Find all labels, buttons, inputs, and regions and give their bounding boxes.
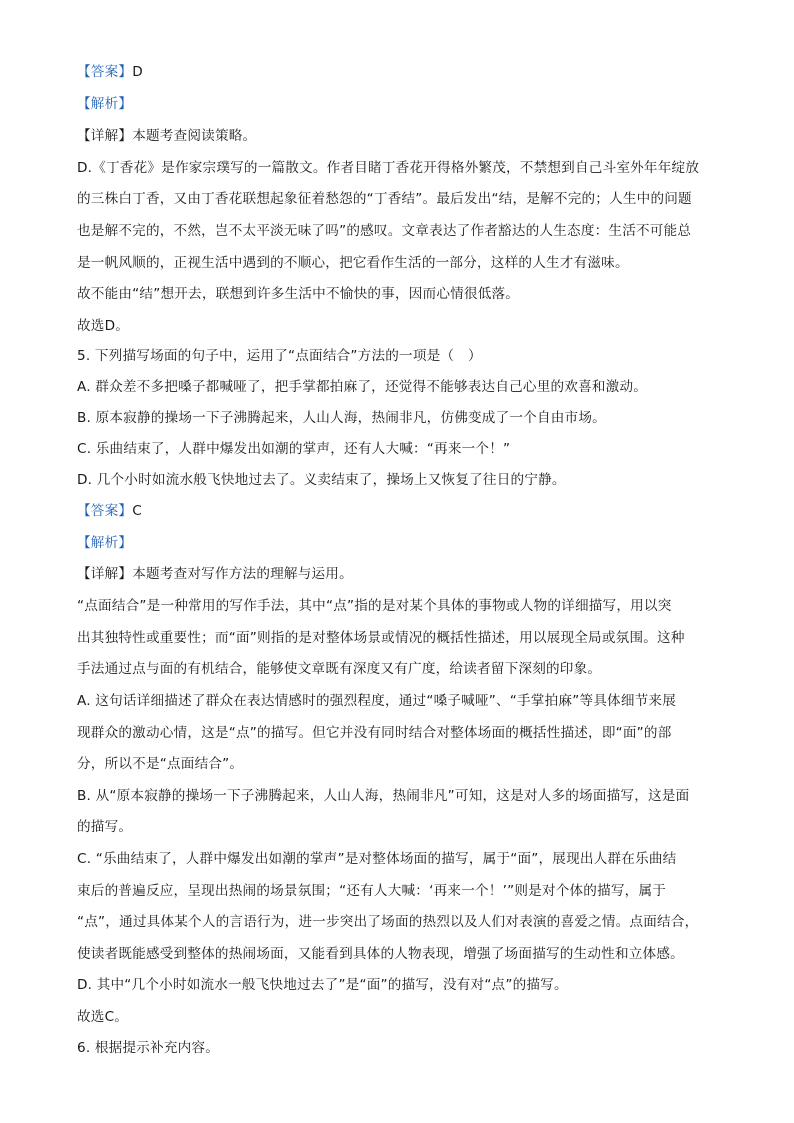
answer-label: 【答案】 bbox=[77, 64, 133, 80]
detail-line bbox=[77, 127, 717, 145]
paragraph-line: 分，所以不是“点面结合”。 bbox=[77, 756, 244, 772]
answer-value: D bbox=[132, 64, 143, 80]
paragraph-line: 是一帆风顺的，正视生活中遇到的不顺心，把它看作生活的一部分，这样的人生才有滋味。 bbox=[77, 255, 629, 271]
paragraph-line: “点”，通过具体某个人的言语行为，进一步突出了场面的热烈以及人们对表演的喜爱之情。点面结合， bbox=[77, 914, 699, 930]
question-stem: 5. 下列描写场面的句子中，运用了“点面结合”方法的一项是（ ） bbox=[77, 348, 482, 364]
answer-label: 【答案】 bbox=[77, 503, 133, 519]
analysis-label: 【解析】 bbox=[77, 96, 133, 112]
paragraph-line: C. “乐曲结束了，人群中爆发出如潮的掌声”是对整体场面的描写，属于“面”，展现出人群在乐曲结 bbox=[77, 851, 677, 867]
paragraph-line: 束后的普遍反应，呈现出热闹的场景氛围；“还有人大喊：‘再来一个！’”则是对个体的描写，属于 bbox=[77, 883, 667, 899]
paragraph-line: 现群众的激动心情，这是“点”的描写。但它并没有同时结合对整体场面的概括性描述，即“面”的部 bbox=[77, 725, 672, 741]
option-b: B. 原本寂静的操场一下子沸腾起来，人山人海，热闹非凡，仿佛变成了一个自由市场。 bbox=[77, 410, 606, 426]
answer-value: C bbox=[132, 503, 142, 519]
detail-text: 本题考查阅读策略。 bbox=[132, 128, 257, 144]
conclusion-line: 故选D。 bbox=[77, 318, 130, 334]
detail-label: 【详解】 bbox=[77, 566, 133, 582]
option-d: D. 几个小时如流水般飞快地过去了。义卖结束了，操场上又恢复了往日的宁静。 bbox=[77, 472, 566, 488]
analysis-label: 【解析】 bbox=[77, 535, 133, 551]
paragraph-line: 手法通过点与面的有机结合，能够使文章既有深度又有广度，给读者留下深刻的印象。 bbox=[77, 661, 602, 677]
paragraph-line: 故不能由“结”想开去，联想到许多生活中不愉快的事，因而心情很低落。 bbox=[77, 286, 520, 302]
paragraph-line: 出其独特性或重要性；而“面”则指的是对整体场景或情况的概括性描述，用以展现全局或氛围。这种 bbox=[77, 630, 685, 646]
option-a: A. 群众差不多把嗓子都喊哑了，把手掌都拍麻了，还觉得不能够表达自己心里的欢喜和激动。 bbox=[77, 379, 648, 395]
detail-text: 本题考查对写作方法的理解与运用。 bbox=[132, 566, 353, 582]
analysis-heading bbox=[77, 534, 717, 552]
paragraph-line: D.《丁香花》是作家宗璞写的一篇散文。作者目睹丁香花开得格外繁茂，不禁想到自己斗室外年年绽放 bbox=[77, 160, 700, 176]
question-stem: 6. 根据提示补充内容。 bbox=[77, 1040, 220, 1056]
analysis-heading bbox=[77, 95, 717, 113]
paragraph-line: D. 其中“几个小时如流水一般飞快地过去了”是“面”的描写，没有对“点”的描写。 bbox=[77, 977, 568, 993]
answer-line bbox=[77, 63, 717, 81]
paragraph-line: A. 这句话详细描述了群众在表达情感时的强烈程度，通过“嗓子喊哑”、“手掌拍麻”等具体细节来展 bbox=[77, 693, 677, 709]
paragraph-line: B. 从“原本寂静的操场一下子沸腾起来，人山人海，热闹非凡”可知，这是对人多的场面描写，这是面 bbox=[77, 788, 690, 804]
paragraph-line: 使读者既能感受到整体的热闹场面，又能看到具体的人物表现，增强了场面描写的生动性和立体感。 bbox=[77, 946, 684, 962]
paragraph-line: 的描写。 bbox=[77, 819, 133, 835]
paragraph-line: 也是解不完的，不然，岂不太平淡无味了吗”的感叹。文章表达了作者豁达的人生态度：生活不可能总 bbox=[77, 223, 692, 239]
paragraph-line: “点面结合”是一种常用的写作手法，其中“点”指的是对某个具体的事物或人物的详细描写，用以突 bbox=[77, 598, 672, 614]
answer-line bbox=[77, 502, 717, 520]
conclusion-line: 故选C。 bbox=[77, 1009, 129, 1025]
paragraph-line: 的三株白丁香，又由丁香花联想起象征着愁怨的“丁香结”。最后发出“结，是解不完的；人生中的问题 bbox=[77, 191, 692, 207]
detail-line bbox=[77, 565, 717, 583]
option-c: C. 乐曲结束了，人群中爆发出如潮的掌声，还有人大喊：“再来一个！” bbox=[77, 441, 511, 457]
detail-label: 【详解】 bbox=[77, 128, 133, 144]
